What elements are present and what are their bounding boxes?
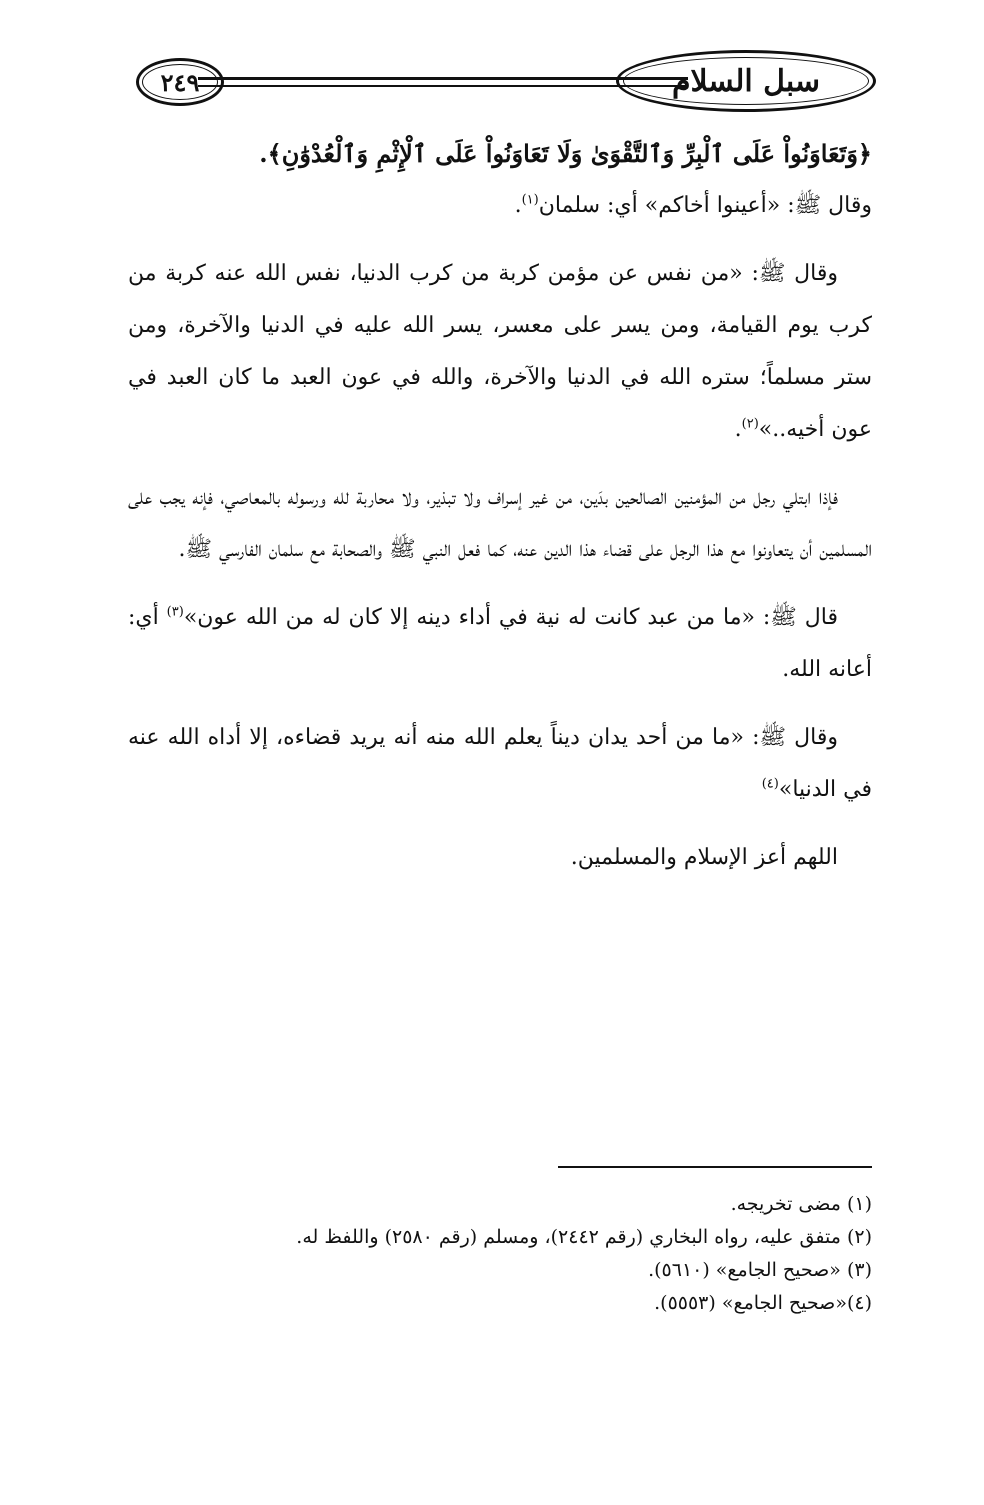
paragraph-5 — [128, 712, 872, 816]
footnote-3: (٣) «صحيح الجامع» (٥٦١٠). — [648, 1259, 872, 1281]
page-number-frame — [136, 58, 224, 106]
footnote-4: (٤)«صحيح الجامع» (٥٥٥٣). — [654, 1292, 872, 1314]
paragraph-5-text: وقال ﷺ: «ما من أحد يدان ديناً يعلم الله منه أنه يريد قضاءه، إلا أداه الله عنه في الدنيا» — [128, 725, 872, 802]
paragraph-2-text: وقال ﷺ: «من نفس عن مؤمن كربة من كرب الدنيا، نفس الله عنه كربة من كرب يوم القيامة، ومن يسر على معسر، يسر الله عليه في الدنيا والآخرة، ومن ستر مسلماً؛ ستره الله في الدنيا والآخرة، والله في عون العبد ما كان العبد في عون أخيه..» — [128, 261, 872, 442]
paragraph-4 — [128, 592, 872, 696]
paragraph-2: وقال ﷺ: «من نفس عن مؤمن كربة من كرب الدنيا، نفس الله عنه كربة من كرب يوم القيامة، ومن يسر على معسر، يسر الله عليه في الدنيا والآخرة، ومن ستر مسلماً؛ ستره الله في الدنيا والآخرة، والله في عون العبد ما كان العبد في عون أخيه..»$^{(٢)}$. — [128, 261, 872, 442]
footnote-separator — [558, 1166, 872, 1168]
book-title: سبل السلام — [671, 63, 821, 99]
footnote-ref-2: (٢) — [741, 416, 759, 432]
paragraph-6: اللهم أعز الإسلام والمسلمين. — [570, 845, 838, 870]
page-number: ٢٤٩ — [160, 67, 200, 97]
footnotes — [128, 1188, 872, 1320]
paragraph-1: وقال ﷺ: «أعينوا أخاكم» أي: سلمان$^{(١)}$. — [514, 192, 872, 218]
paragraph-3: فإذا ابتلي رجل من المؤمنين الصالحين بدَين، من غير إسراف ولا تبذير، ولا محاربة لله ورسوله بالمعاصي، فإنه يجب على المسلمين أن يتعاونوا مع هذا الرجل على قضاء هذا الدين عنه، كما فعل النبي ﷺ والصحابة مع سلمان الفارسي ﷺ. — [128, 485, 872, 562]
paragraph-4-text: قال ﷺ: «ما من عبد كانت له نية في أداء دينه إلا كان له من الله عون» — [183, 605, 838, 630]
footnote-2: (٢) متفق عليه، رواه البخاري (رقم ٢٤٤٢)، ومسلم (رقم ٢٥٨٠) واللفظ له. — [296, 1226, 872, 1248]
page-body — [128, 128, 872, 884]
paragraph-4-tail: أي: أعانه الله. — [128, 605, 872, 682]
footnote-ref-1: (١) — [521, 192, 539, 208]
page-header — [118, 48, 878, 122]
footnote-ref-4: (٤) — [761, 776, 779, 792]
footnote-1: (١) مضى تخريجه. — [730, 1193, 872, 1215]
paragraph-1-text: وقال ﷺ: «أعينوا أخاكم» أي: سلمان — [538, 193, 872, 218]
book-title-frame — [616, 50, 876, 112]
header-rule — [198, 77, 688, 80]
header-rule-thin — [198, 85, 688, 87]
quran-verse: ﴿وَتَعَاوَنُواْ عَلَى ٱلْبِرِّ وَٱلتَّقْوَىٰ وَلَا تَعَاوَنُواْ عَلَى ٱلْإِثْمِ وَٱلْعُدْوَٰنِ﴾. — [259, 139, 872, 168]
footnote-ref-3: (٣) — [166, 604, 184, 620]
